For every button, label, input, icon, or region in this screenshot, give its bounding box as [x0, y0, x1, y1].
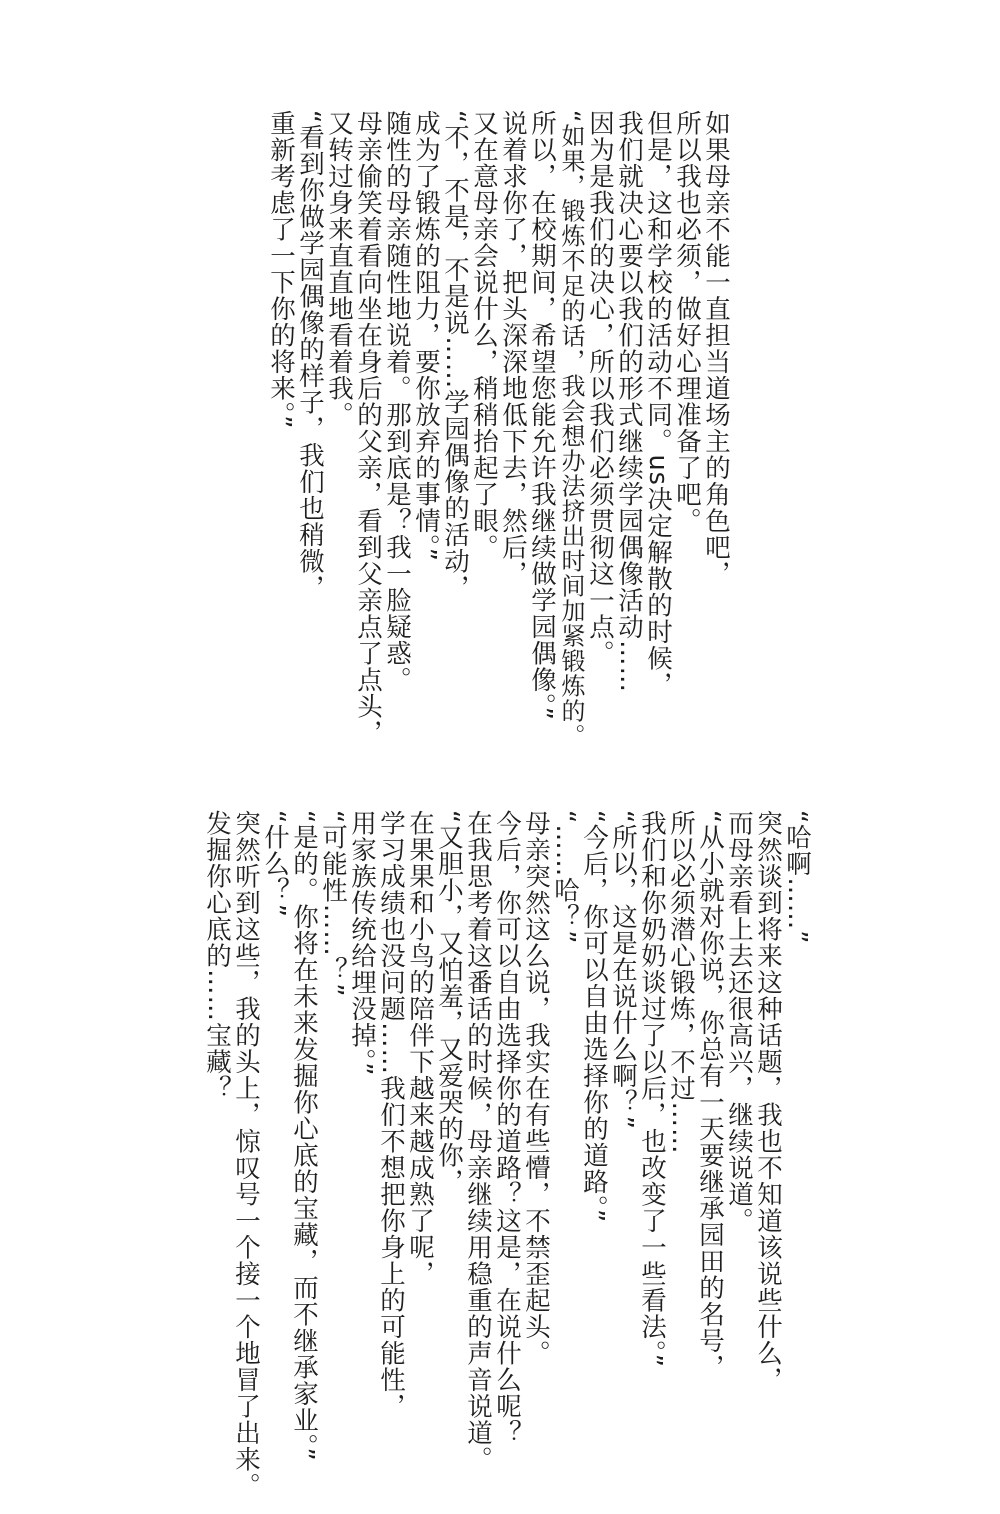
text-line: 如果母亲不能一直担当道场主的角色吧，	[701, 110, 731, 587]
text-line: “今后，你可以自由选择你的道路。”	[579, 810, 609, 1224]
text-line: 所以必须潜心锻炼，不过……	[666, 810, 696, 1155]
text-line: 我们就决心要以我们的形式继续学园偶像活动……	[614, 110, 644, 693]
text-line: 但是，这和学校的活动不同。us决定解散的时候，	[643, 110, 673, 698]
text-line: “如果，锻炼不足的话，我会想办法挤出时间加紧锻炼的。	[557, 110, 585, 749]
text-line: 随性的母亲随性地说着。那到底是？我一脸疑惑。	[382, 110, 412, 693]
text-line: 学习成绩也没问题……我们不想把你身上的可能性，	[376, 810, 406, 1420]
text-line: 又在意母亲会说什么，稍稍抬起了眼。	[469, 110, 499, 561]
text-line: “又胆小，又怕羞，又爱哭的你，	[434, 810, 464, 1196]
text-line: 母亲突然这么说，我实在有些懵，不禁歪起头。	[521, 810, 551, 1367]
text-line: 发掘你心底的……宝藏？	[202, 810, 232, 1102]
text-line: 在我思考着这番话的时候，母亲继续用稳重的声音说道。	[463, 810, 493, 1473]
text-line: “可能性……？”	[318, 810, 348, 998]
text-line: “不，不是，不是说……学园偶像的活动，	[440, 110, 470, 602]
lower-text-block	[0, 760, 1000, 1514]
text-line: 今后，你可以自由选择你的道路？这是，在说什么呢？	[492, 810, 522, 1446]
text-line: “……哈？”	[550, 810, 580, 945]
text-line: “看到你做学园偶像的样子，我们也稍微，	[295, 110, 325, 602]
text-line: 又转过身来直直地看着我。	[324, 110, 354, 428]
text-line: “所以，这是在说什么啊？”	[608, 810, 638, 1130]
text-line: 而母亲看上去还很高兴，继续说道。	[724, 810, 754, 1234]
text-line: “是的。你将在未来发掘你心底的宝藏，而不继承家业。”	[289, 810, 319, 1462]
text-line: 母亲偷笑着看向坐在身后的父亲，看到父亲点了点头，	[353, 110, 383, 746]
text-line: 重新考虑了一下你的将来。”	[266, 110, 296, 430]
text-line: 因为是我们的决心，所以我们必须贯彻这一点。	[585, 110, 615, 667]
text-line: 所以，在校期间，希望您能允许我继续做学园偶像。”	[527, 110, 557, 721]
text-line: “从小就对你说，你总有一天要继承园田的名号，	[695, 810, 725, 1381]
text-line: 说着求你了，把头深深地低下去，然后，	[498, 110, 528, 587]
text-line: 突然谈到将来这种话题，我也不知道该说些什么，	[753, 810, 783, 1393]
text-line: 在果果和小鸟的陪伴下越来越成熟了呢，	[405, 810, 435, 1287]
text-line: 所以我也必须，做好心理准备了吧。	[672, 110, 702, 534]
text-line: “什么？”	[260, 810, 290, 918]
text-line: “哈啊……”	[782, 810, 812, 945]
text-line: 用家族传统给埋没掉。”	[347, 810, 377, 1077]
text-line: 我们和你奶奶谈过了以后，也改变了一些看法。”	[637, 810, 667, 1368]
text-line: 成为了锻炼的阻力，要你放弃的事情。”	[411, 110, 441, 562]
text-line: 突然听到这些，我的头上，惊叹号一个接一个地冒了出来。	[231, 810, 261, 1499]
